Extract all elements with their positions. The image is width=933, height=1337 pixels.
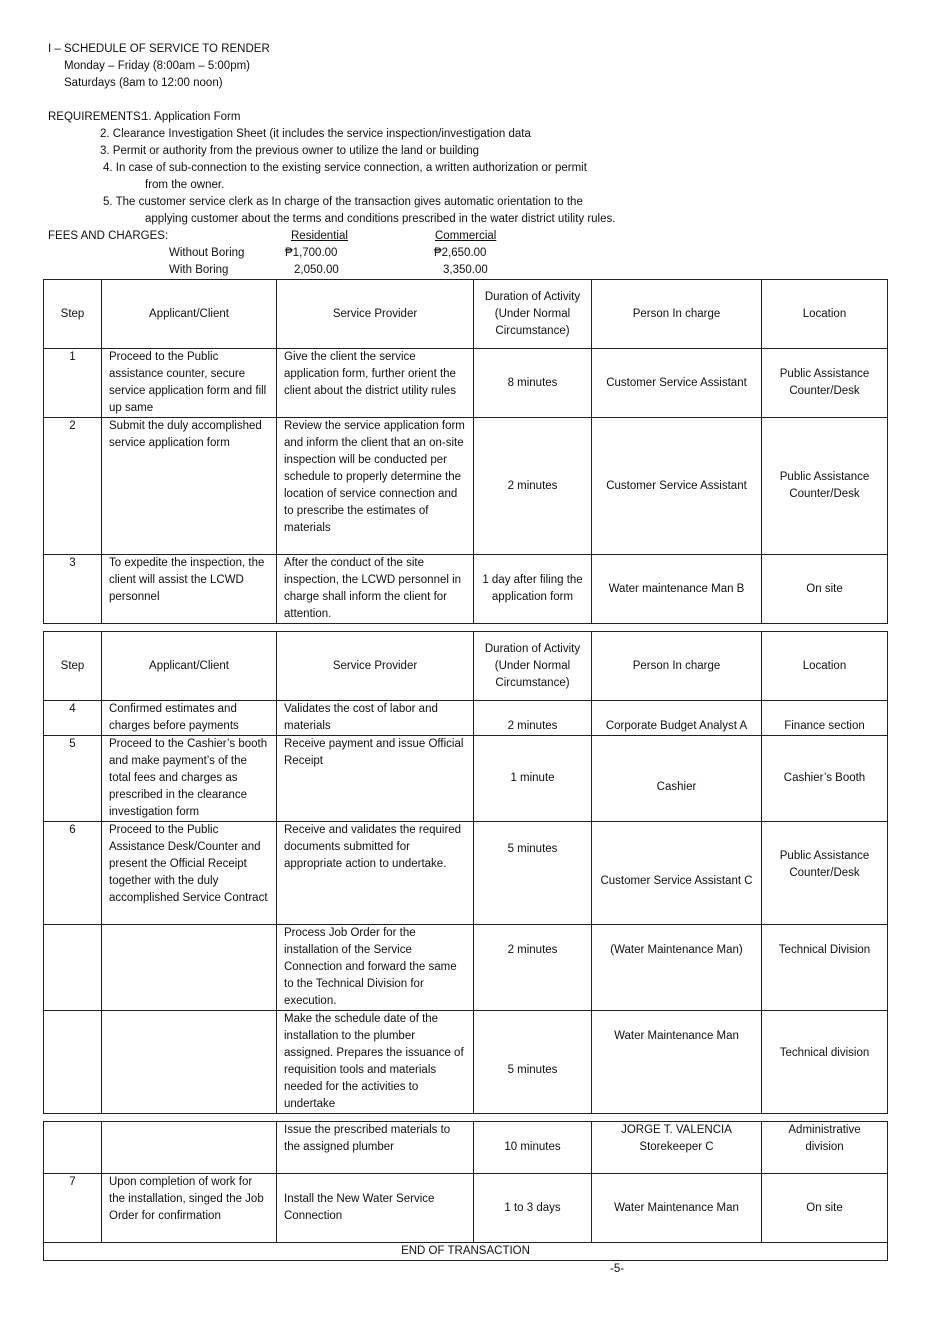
schedule-weekdays: Monday – Friday (8:00am – 5:00pm) [64,60,251,72]
table-row [44,1122,888,1174]
table-row [44,1011,888,1114]
duration-cell: 2 minutes [474,418,592,555]
location-cell: Administrative division [762,1122,888,1174]
provider-cell: Process Job Order for the installation of the Service Connection and forward the same to the Technical Division for execution. [277,925,474,1011]
header-applicant: Applicant/Client [102,280,277,349]
provider-cell: Validates the cost of labor and materials [277,701,474,736]
schedule-saturdays: Saturdays (8am to 12:00 noon) [64,77,223,89]
duration-cell: 5 minutes [474,1011,592,1114]
header-person: Person In charge [592,632,762,701]
provider-cell: Give the client the service application form, further orient the client about the district utility rules [277,349,474,418]
requirement-4-line1: 4. In case of sub-connection to the existing service connection, a written authorization or permit [103,162,587,174]
service-table-1 [43,279,888,624]
location-cell: Public Assistance Counter/Desk [762,349,888,418]
person-cell: Water Maintenance Man [592,1011,762,1114]
duration-cell: 2 minutes [474,925,592,1011]
requirement-4-line2: from the owner. [145,179,225,191]
step-cell [44,1122,102,1174]
duration-cell: 2 minutes [474,701,592,736]
header-duration: Duration of Activity (Under Normal Circumstance) [474,280,592,349]
header-duration: Duration of Activity (Under Normal Circumstance) [474,632,592,701]
requirements-label: REQUIREMENTS: [48,111,144,123]
header-step: Step [44,632,102,701]
fees-without-boring-residential: ₱1,700.00 [285,247,338,259]
location-cell: Cashier’s Booth [762,736,888,822]
location-cell: Technical division [762,1011,888,1114]
table-row [44,418,888,555]
applicant-cell: Proceed to the Public assistance counter, secure service application form and fill up same [102,349,277,418]
fees-without-boring-label: Without Boring [169,247,245,259]
person-title: Storekeeper C [639,1141,714,1153]
applicant-cell: Proceed to the Public Assistance Desk/Counter and present the Official Receipt together with the duly accomplished Service Contract [102,822,277,925]
person-cell: Corporate Budget Analyst A [592,701,762,736]
fees-with-boring-residential: 2,050.00 [294,264,339,276]
applicant-cell: Upon completion of work for the installation, singed the Job Order for confirmation [102,1174,277,1243]
fees-with-boring-commercial: 3,350.00 [443,264,488,276]
table-row [44,822,888,925]
person-name: JORGE T. VALENCIA [621,1124,732,1136]
duration-cell: 1 minute [474,736,592,822]
fees-commercial-header: Commercial [435,230,497,242]
service-table-2 [43,631,888,1114]
table-row [44,701,888,736]
applicant-cell: To expedite the inspection, the client will assist the LCWD personnel [102,555,277,624]
header-person: Person In charge [592,280,762,349]
header-applicant: Applicant/Client [102,632,277,701]
end-of-transaction: END OF TRANSACTION [43,1242,888,1261]
person-cell: Customer Service Assistant [592,349,762,418]
person-cell: Water maintenance Man B [592,555,762,624]
provider-cell: Receive payment and issue Official Receipt [277,736,474,822]
requirement-1: 1. Application Form [142,111,241,123]
table-row [44,1174,888,1243]
header-provider: Service Provider [277,632,474,701]
person-cell [592,1122,762,1174]
person-cell: Cashier [592,736,762,822]
applicant-cell [102,925,277,1011]
provider-cell: Install the New Water Service Connection [277,1174,474,1243]
person-cell: Customer Service Assistant [592,418,762,555]
requirement-5-line1: 5. The customer service clerk as In charge of the transaction gives automatic orientation to the [103,196,583,208]
person-cell: (Water Maintenance Man) [592,925,762,1011]
step-cell: 1 [44,349,102,418]
provider-cell: Review the service application form and inform the client that an on-site inspection will be conducted per schedule to properly determine the location of service connection and to prescribe the estimates of materials [277,418,474,555]
duration-cell: 5 minutes [474,822,592,925]
duration-cell: 8 minutes [474,349,592,418]
table-row [44,349,888,418]
location-cell: Public Assistance Counter/Desk [762,822,888,925]
step-cell: 4 [44,701,102,736]
page-number: -5- [610,1263,625,1275]
location-cell: Technical Division [762,925,888,1011]
table-row [44,736,888,822]
duration-cell: 1 day after filing the application form [474,555,592,624]
table-header-row [44,280,888,349]
header-provider: Service Provider [277,280,474,349]
location-cell: Public Assistance Counter/Desk [762,418,888,555]
service-table-3 [43,1121,888,1243]
step-cell: 7 [44,1174,102,1243]
step-cell [44,925,102,1011]
location-cell: On site [762,1174,888,1243]
provider-cell: Issue the prescribed materials to the assigned plumber [277,1122,474,1174]
table-row [44,925,888,1011]
step-cell [44,1011,102,1114]
provider-cell: Make the schedule date of the installation to the plumber assigned. Prepares the issuance of requisition tools and materials needed for the activities to undertake [277,1011,474,1114]
applicant-cell: Confirmed estimates and charges before payments [102,701,277,736]
fees-label: FEES AND CHARGES: [48,230,169,242]
provider-cell: After the conduct of the site inspection, the LCWD personnel in charge shall inform the client for attention. [277,555,474,624]
step-cell: 2 [44,418,102,555]
fees-with-boring-label: With Boring [169,264,229,276]
applicant-cell: Submit the duly accomplished service application form [102,418,277,555]
header-location: Location [762,280,888,349]
table-header-row [44,632,888,701]
schedule-heading: I – SCHEDULE OF SERVICE TO RENDER [48,43,270,55]
step-cell: 6 [44,822,102,925]
requirement-3: 3. Permit or authority from the previous owner to utilize the land or building [100,145,480,157]
person-cell: Customer Service Assistant C [592,822,762,925]
applicant-cell [102,1122,277,1174]
applicant-cell [102,1011,277,1114]
person-cell: Water Maintenance Man [592,1174,762,1243]
step-cell: 5 [44,736,102,822]
provider-cell: Receive and validates the required documents submitted for appropriate action to undertake. [277,822,474,925]
location-cell: Finance section [762,701,888,736]
header-step: Step [44,280,102,349]
requirement-2: 2. Clearance Investigation Sheet (it includes the service inspection/investigation data [100,128,531,140]
header-location: Location [762,632,888,701]
duration-cell: 1 to 3 days [474,1174,592,1243]
requirement-5-line2: applying customer about the terms and conditions prescribed in the water district utility rules. [145,213,616,225]
duration-cell: 10 minutes [474,1122,592,1174]
applicant-cell: Proceed to the Cashier’s booth and make payment’s of the total fees and charges as prescribed in the clearance investigation form [102,736,277,822]
fees-without-boring-commercial: ₱2,650.00 [434,247,487,259]
fees-residential-header: Residential [291,230,348,242]
location-cell: On site [762,555,888,624]
table-row [44,555,888,624]
step-cell: 3 [44,555,102,624]
